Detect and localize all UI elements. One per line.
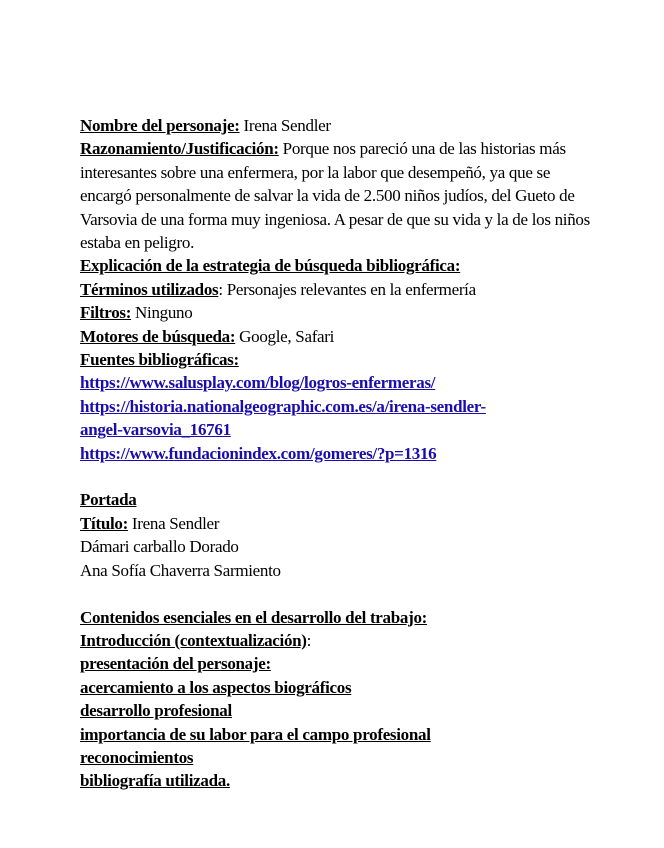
motores-line: [80, 325, 600, 348]
introduccion-label: Introducción (contextualización): [80, 630, 307, 650]
section-bibliografia: bibliografía utilizada.: [80, 771, 230, 791]
filtros-value: Ninguno: [131, 303, 193, 323]
link-nationalgeographic[interactable]: https://historia.nationalgeographic.com.es/a/irena-sendler-: [80, 396, 486, 416]
link-salusplay[interactable]: https://www.salusplay.com/blog/logros-enfermeras/: [80, 373, 436, 393]
section-reconocimientos: reconocimientos: [80, 747, 194, 767]
filtros-label: Filtros:: [80, 303, 132, 323]
nombre-value: Irena Sendler: [239, 116, 331, 135]
author-1: Dámari carballo Dorado: [80, 537, 239, 557]
razonamiento-text: Porque nos pareció una de las historias más interesantes sobre una enfermera, por la labor que desempeñó, ya que se encargó personalmente de salvar la vida de 2.500 niños judíos, del Gueto de Varsovia de una forma muy ingeniosa. A pesar de que su vida y la de los niños estaba en peligro.: [80, 139, 590, 253]
motores-label: Motores de búsqueda:: [80, 326, 236, 346]
section-presentacion: presentación del personaje:: [80, 654, 271, 674]
terminos-label: Términos utilizados: [80, 279, 219, 299]
section-biograficos: acercamiento a los aspectos biográficos: [80, 677, 352, 697]
nombre-label: Nombre del personaje:: [80, 116, 240, 135]
author-2: Ana Sofía Chaverra Sarmiento: [80, 560, 281, 580]
razonamiento-paragraph: [80, 137, 600, 254]
document-body: [80, 114, 600, 793]
filtros-line: [80, 301, 600, 324]
section-importancia: importancia de su labor para el campo profesional: [80, 724, 431, 744]
link-fundacionindex[interactable]: https://www.fundacionindex.com/gomeres/?p=1316: [80, 443, 437, 463]
spacer: [80, 582, 600, 605]
introduccion-colon: :: [306, 630, 312, 650]
contenidos-heading: Contenidos esenciales en el desarrollo del trabajo:: [80, 607, 428, 627]
terminos-value: : Personajes relevantes en la enfermería: [218, 279, 476, 299]
terminos-line: [80, 278, 600, 301]
titulo-value: Irena Sendler: [127, 513, 220, 533]
explicacion-heading: Explicación de la estrategia de búsqueda bibliográfica:: [80, 256, 461, 276]
portada-heading: Portada: [80, 490, 137, 510]
fuentes-heading: Fuentes bibliográficas:: [80, 350, 239, 370]
razonamiento-label: Razonamiento/Justificación:: [80, 139, 279, 159]
nombre-line: [80, 114, 600, 137]
introduccion-line: [80, 629, 600, 652]
titulo-label: Título:: [80, 513, 128, 533]
motores-value: Google, Safari: [235, 326, 335, 346]
section-desarrollo: desarrollo profesional: [80, 701, 232, 721]
titulo-line: [80, 512, 600, 535]
link-nationalgeographic-cont[interactable]: angel-varsovia_16761: [80, 420, 231, 440]
spacer: [80, 465, 600, 488]
